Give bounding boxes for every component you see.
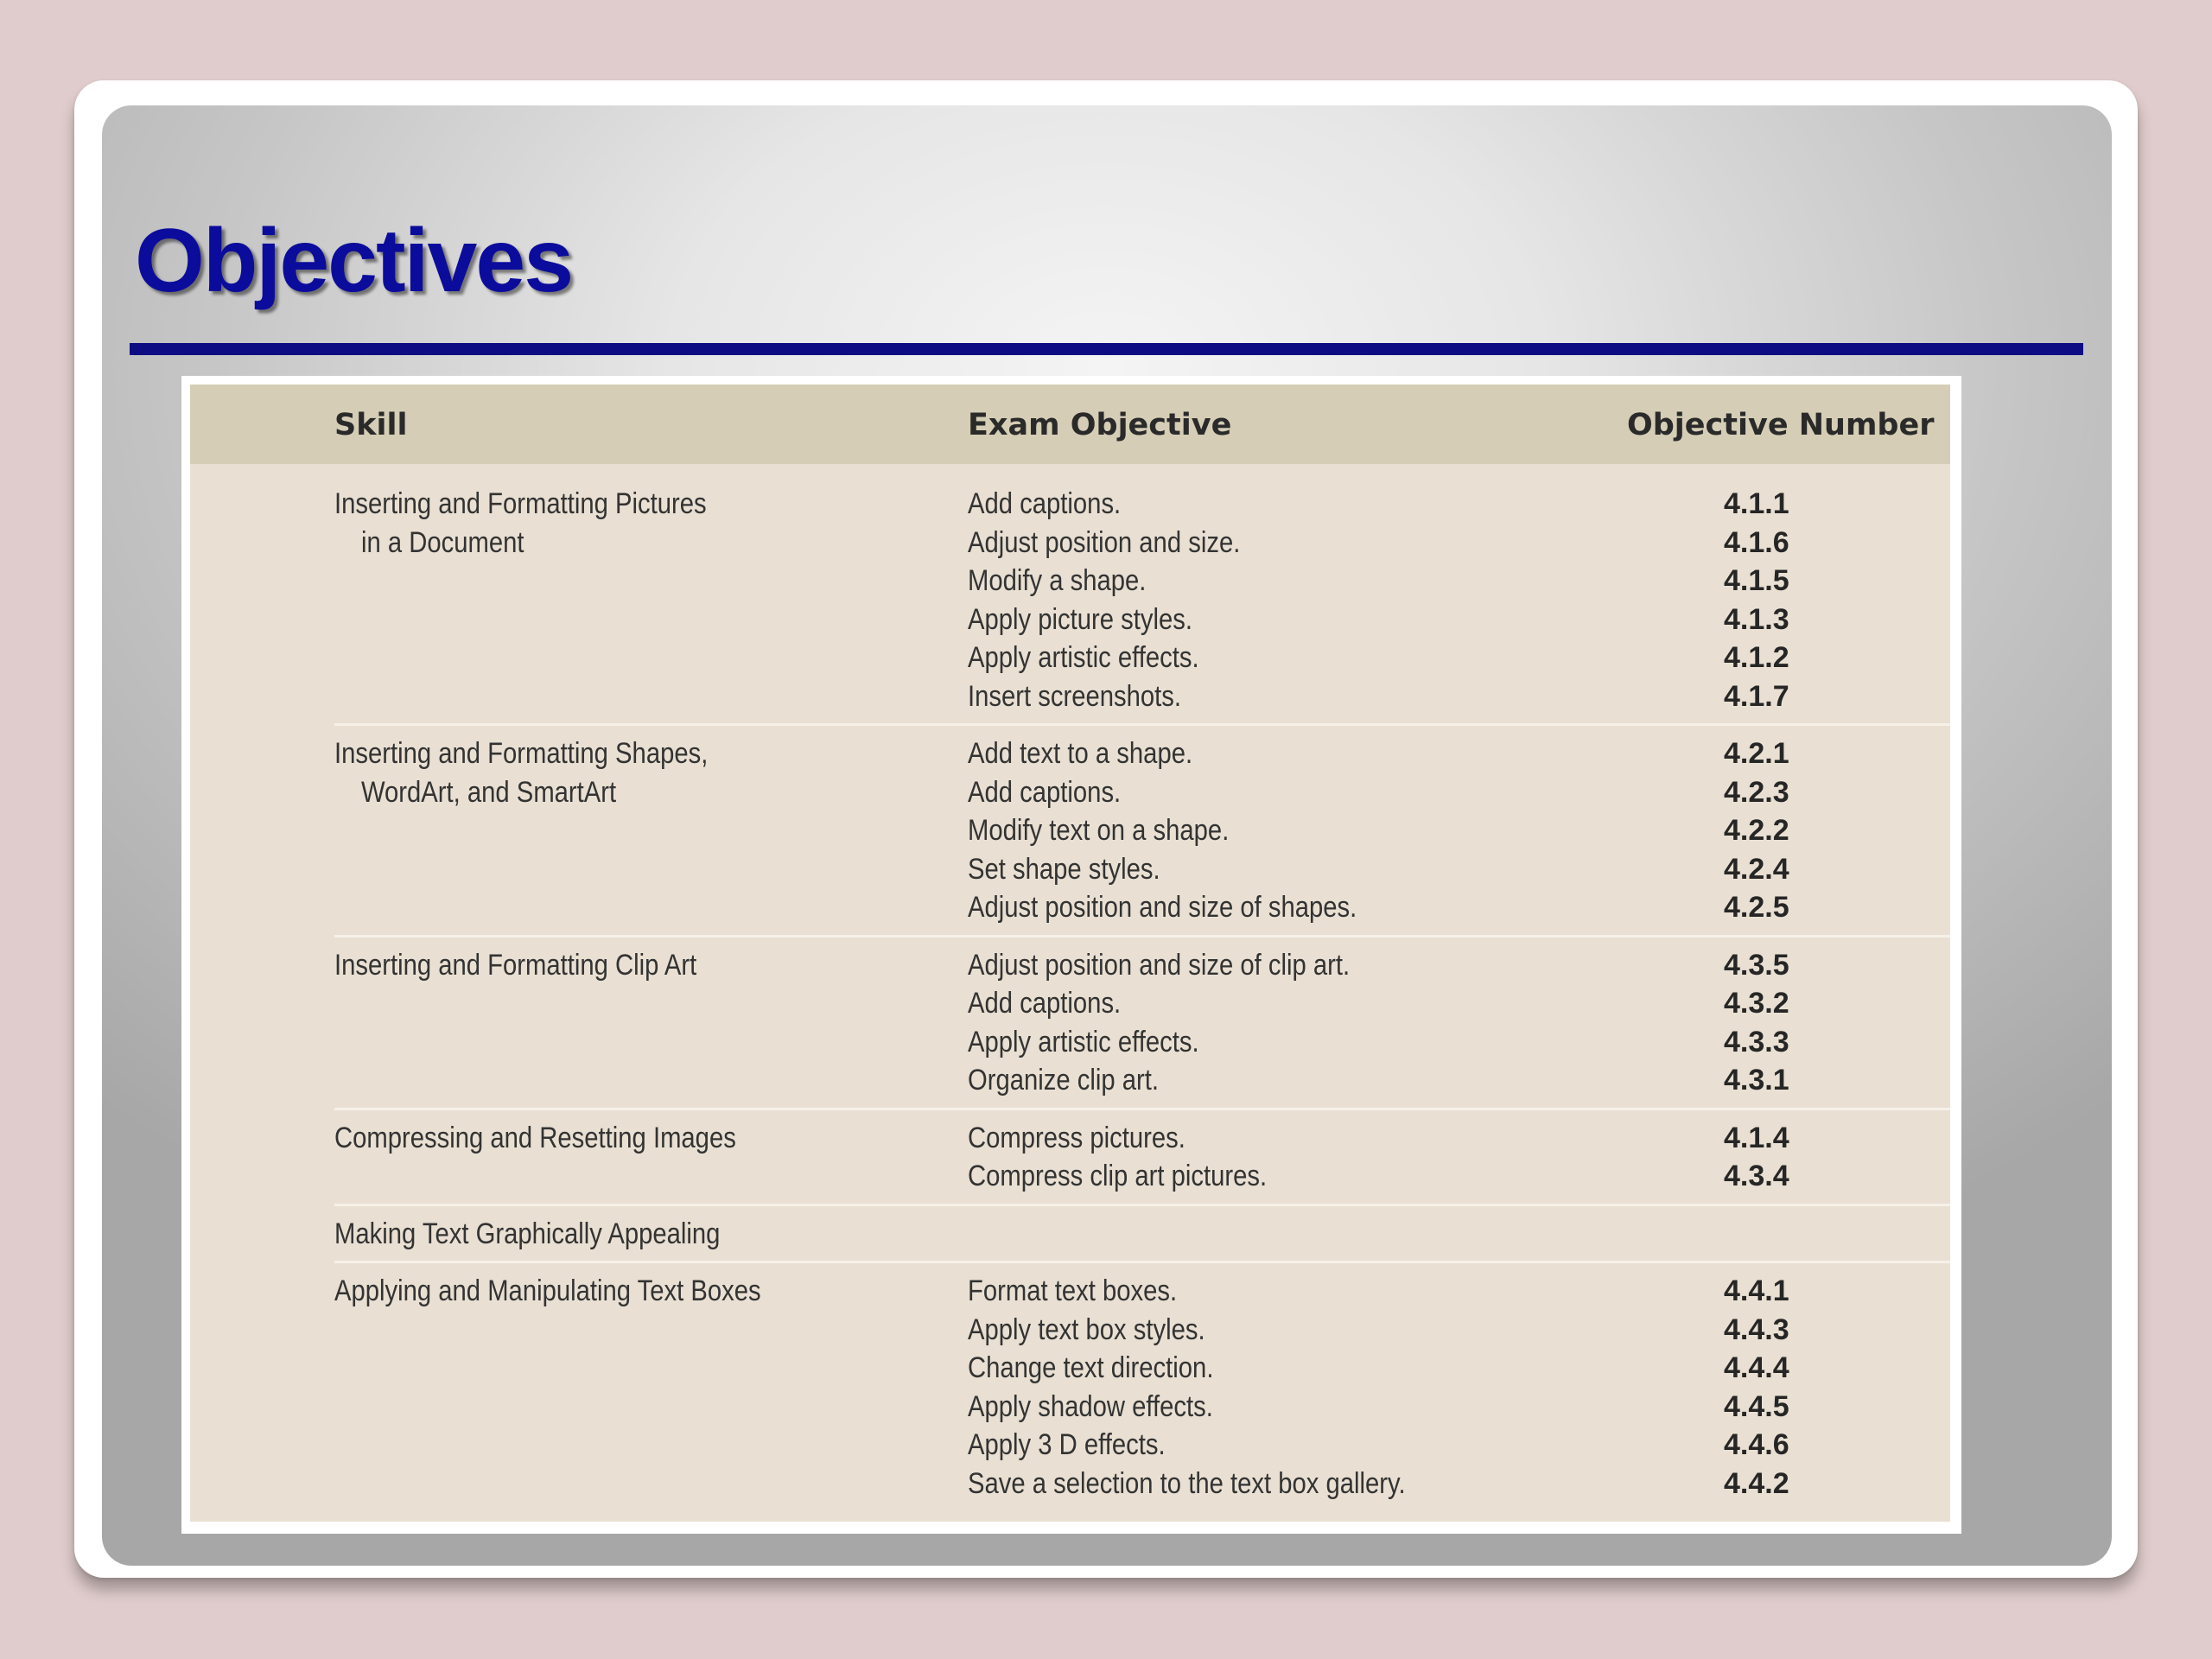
exam-objective-text: Save a selection to the text box gallery. — [968, 1466, 1406, 1500]
skill-group — [190, 946, 1950, 1100]
exam-objective-text: Adjust position and size of shapes. — [968, 891, 1357, 924]
objective-number-cell — [1724, 734, 1879, 927]
table-body — [190, 385, 1950, 1522]
exam-objective-text: Compress pictures. — [968, 1121, 1185, 1154]
objective-number-cell — [1724, 1272, 1879, 1503]
exam-objective-text: Insert screenshots. — [968, 679, 1182, 713]
objective-number-text: 4.4.3 — [1724, 1313, 1789, 1346]
exam-objective-text: Apply text box styles. — [968, 1313, 1205, 1346]
exam-objective-text: Modify text on a shape. — [968, 814, 1230, 847]
objective-number-text: 4.1.3 — [1724, 602, 1789, 636]
objective-number-text: 4.4.2 — [1724, 1466, 1789, 1500]
objective-number-text: 4.4.1 — [1724, 1274, 1789, 1307]
exam-objective-text: Format text boxes. — [968, 1274, 1178, 1307]
objectives-table — [181, 376, 1961, 1534]
row-separator — [334, 1204, 1950, 1206]
skill-cell — [334, 734, 751, 811]
table-header-row — [190, 385, 1950, 464]
skill-text: in a Document — [360, 525, 524, 559]
exam-objective-text: Apply artistic effects. — [968, 1025, 1199, 1058]
skill-group — [190, 1215, 1950, 1254]
skill-group — [190, 1119, 1950, 1196]
skill-text: Applying and Manipulating Text Boxes — [334, 1274, 761, 1307]
skill-cell — [334, 1272, 761, 1311]
exam-objective-text: Add text to a shape. — [968, 737, 1193, 770]
exam-objective-text: Adjust position and size of clip art. — [968, 948, 1351, 982]
objective-number-text: 4.3.3 — [1724, 1025, 1789, 1058]
objective-number-text: 4.3.2 — [1724, 987, 1789, 1020]
objective-number-text: 4.1.7 — [1724, 679, 1789, 713]
objective-number-text: 4.2.5 — [1724, 891, 1789, 924]
row-separator — [334, 1108, 1950, 1110]
objective-number-cell — [1724, 1119, 1879, 1196]
exam-objective-cell — [968, 1119, 1315, 1196]
exam-objective-text: Apply picture styles. — [968, 602, 1193, 636]
header-skill: Skill — [334, 408, 408, 442]
skill-text: Inserting and Formatting Shapes, — [334, 737, 709, 770]
exam-objective-text: Apply 3 D effects. — [968, 1428, 1166, 1461]
objective-number-text: 4.1.2 — [1724, 641, 1789, 674]
exam-objective-text: Modify a shape. — [968, 564, 1147, 597]
exam-objective-text: Add captions. — [968, 987, 1122, 1020]
skill-cell — [334, 485, 751, 562]
exam-objective-text: Apply shadow effects. — [968, 1389, 1213, 1423]
skill-group — [190, 734, 1950, 927]
skill-text: WordArt, and SmartArt — [360, 775, 617, 809]
exam-objective-text: Adjust position and size. — [968, 525, 1241, 559]
exam-objective-text: Change text direction. — [968, 1351, 1214, 1384]
title-underline — [130, 343, 2083, 355]
skill-text: Compressing and Resetting Images — [334, 1121, 736, 1154]
objective-number-text: 4.3.4 — [1724, 1160, 1789, 1192]
exam-objective-text: Set shape styles. — [968, 852, 1160, 886]
objective-number-text: 4.1.5 — [1724, 564, 1789, 597]
exam-objective-cell — [968, 734, 1421, 927]
objective-number-text: 4.2.2 — [1724, 814, 1789, 847]
objective-number-text: 4.2.4 — [1724, 852, 1789, 886]
skill-cell — [334, 1119, 751, 1158]
skill-cell — [334, 1215, 751, 1254]
skill-text: Inserting and Formatting Pictures — [334, 487, 707, 520]
row-separator — [334, 723, 1950, 726]
exam-objective-text: Add captions. — [968, 487, 1122, 520]
skill-text: Inserting and Formatting Clip Art — [334, 948, 697, 982]
objective-number-text: 4.3.5 — [1724, 948, 1789, 982]
skill-cell — [334, 946, 751, 985]
objective-number-text: 4.4.5 — [1724, 1389, 1789, 1423]
objective-number-text: 4.3.1 — [1724, 1064, 1789, 1096]
exam-objective-text: Add captions. — [968, 775, 1122, 809]
objective-number-text: 4.4.4 — [1724, 1351, 1789, 1384]
row-separator — [334, 1261, 1950, 1263]
objective-number-text: 4.4.6 — [1724, 1428, 1789, 1461]
objective-number-cell — [1724, 485, 1879, 715]
objective-number-cell — [1724, 946, 1879, 1100]
exam-objective-text: Compress clip art pictures. — [968, 1160, 1268, 1192]
slide-title: Objectives — [135, 211, 573, 311]
exam-objective-text: Apply artistic effects. — [968, 641, 1199, 674]
exam-objective-cell — [968, 1272, 1477, 1503]
skill-group — [190, 485, 1950, 715]
header-exam-objective: Exam Objective — [968, 408, 1232, 442]
exam-objective-text: Organize clip art. — [968, 1064, 1160, 1096]
skill-group — [190, 1272, 1950, 1503]
skill-text: Making Text Graphically Appealing — [334, 1217, 721, 1250]
objective-number-text: 4.1.6 — [1724, 525, 1789, 559]
row-separator — [334, 935, 1950, 938]
objective-number-text: 4.2.1 — [1724, 737, 1789, 770]
exam-objective-cell — [968, 485, 1285, 715]
objective-number-text: 4.2.3 — [1724, 775, 1789, 809]
exam-objective-cell — [968, 946, 1412, 1100]
objective-number-text: 4.1.4 — [1724, 1121, 1789, 1154]
header-objective-number: Objective Number — [1627, 408, 1935, 442]
objective-number-text: 4.1.1 — [1724, 487, 1789, 520]
